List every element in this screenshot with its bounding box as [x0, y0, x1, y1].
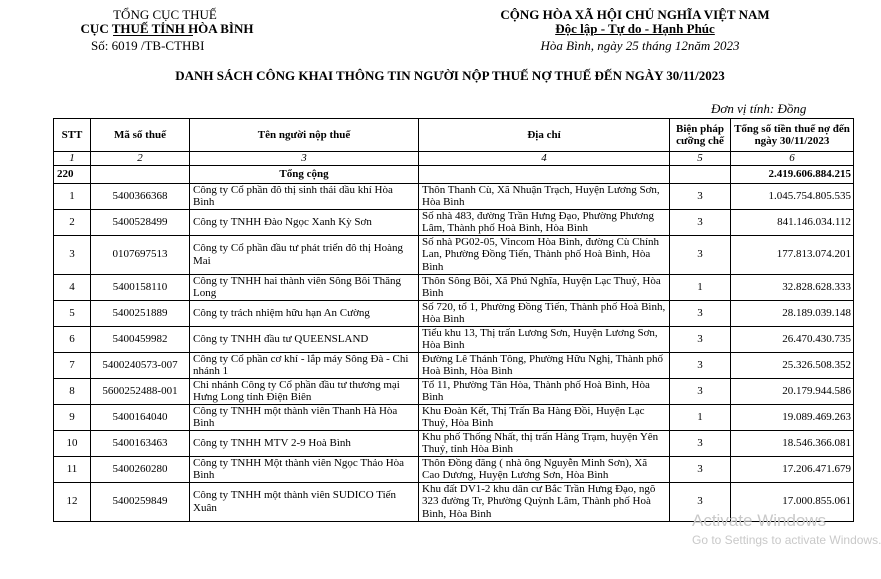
row-measure: 3: [670, 482, 731, 521]
row-name: Chi nhánh Công ty Cổ phần đầu tư thương mại Hưng Long tỉnh Điện Biên: [190, 378, 419, 404]
row-measure: 1: [670, 404, 731, 430]
row-amount: 18.546.366.081: [731, 430, 854, 456]
row-amount: 28.189.039.148: [731, 300, 854, 326]
table-row: [54, 274, 854, 300]
table-row: [54, 300, 854, 326]
row-address: Thôn Đồng đăng ( nhà ông Nguyễn Minh Sơn), Xã Cao Dương, Huyện Lương Sơn, Hòa Bình: [419, 456, 670, 482]
row-tax-code: 5400163463: [91, 430, 190, 456]
row-name: Công ty TNHH hai thành viên Sông Bôi Thăng Long: [190, 274, 419, 300]
index-cell: 4: [419, 152, 670, 166]
row-amount: 17.206.471.679: [731, 456, 854, 482]
row-stt: 7: [54, 352, 91, 378]
row-stt: 1: [54, 183, 91, 209]
row-measure: 3: [670, 235, 731, 274]
index-cell: 6: [731, 152, 854, 166]
total-amount: 2.419.606.884.215: [731, 165, 854, 183]
table-row: [54, 404, 854, 430]
row-tax-code: 5400528499: [91, 209, 190, 235]
row-address: Số 720, tổ 1, Phường Đồng Tiến, Thành phố Hoà Bình, Hòa Bình: [419, 300, 670, 326]
empty-cell: [91, 165, 190, 183]
row-amount: 17.000.855.061: [731, 482, 854, 521]
empty-cell: [419, 165, 670, 183]
row-name: Công ty Cổ phần đầu tư phát triển đô thị Hoàng Mai: [190, 235, 419, 274]
row-address: Khu đất DV1-2 khu dân cư Bắc Trần Hưng Đạo, ngõ 323 đường Tr, Phường Quỳnh Lâm, Thành phố Hoà Bình, Hòa Bình: [419, 482, 670, 521]
row-address: Thôn Thanh Cù, Xã Nhuận Trạch, Huyện Lương Sơn, Hòa Bình: [419, 183, 670, 209]
row-stt: 8: [54, 378, 91, 404]
row-address: Đường Lê Thánh Tông, Phường Hữu Nghị, Thành phố Hoà Bình, Hòa Bình: [419, 352, 670, 378]
agency-underline: [113, 35, 193, 36]
row-amount: 19.089.469.263: [731, 404, 854, 430]
row-stt: 4: [54, 274, 91, 300]
document-number: Số: 6019 /TB-CTHBI: [91, 38, 205, 53]
row-tax-code: 5400366368: [91, 183, 190, 209]
row-stt: 3: [54, 235, 91, 274]
col-header-amount: Tổng số tiền thuế nợ đến ngày 30/11/2023: [731, 119, 854, 152]
column-index-row: [54, 152, 854, 166]
row-name: Công ty TNHH đầu tư QUEENSLAND: [190, 326, 419, 352]
row-stt: 9: [54, 404, 91, 430]
table-row: [54, 378, 854, 404]
activate-windows-subtitle: Go to Settings to activate Windows.: [692, 533, 881, 547]
row-address: Tổ 11, Phường Tân Hòa, Thành phố Hoà Bình, Hòa Bình: [419, 378, 670, 404]
row-stt: 12: [54, 482, 91, 521]
col-header-stt: STT: [54, 119, 91, 152]
total-label: Tổng cộng: [190, 165, 419, 183]
row-amount: 1.045.754.805.535: [731, 183, 854, 209]
row-tax-code: 5400164040: [91, 404, 190, 430]
activate-windows-title: Activate Windows: [692, 511, 827, 530]
row-address: Thôn Sông Bôi, Xã Phú Nghĩa, Huyện Lạc Thuỷ, Hòa Bình: [419, 274, 670, 300]
row-measure: 1: [670, 274, 731, 300]
agency-name: CỤC THUẾ TỈNH HÒA BÌNH: [80, 21, 254, 36]
table-row: [54, 352, 854, 378]
row-tax-code: 5400459982: [91, 326, 190, 352]
index-cell: 3: [190, 152, 419, 166]
row-tax-code: 5400259849: [91, 482, 190, 521]
debtor-table: [53, 118, 854, 522]
row-tax-code: 5400251889: [91, 300, 190, 326]
row-stt: 6: [54, 326, 91, 352]
header-row: [54, 119, 854, 152]
row-amount: 32.828.628.333: [731, 274, 854, 300]
row-name: Công ty Cổ phần đô thị sinh thái dầu khí Hòa Bình: [190, 183, 419, 209]
index-cell: 5: [670, 152, 731, 166]
index-cell: 1: [54, 152, 91, 166]
row-tax-code: 5400158110: [91, 274, 190, 300]
row-measure: 3: [670, 430, 731, 456]
row-name: Công ty TNHH MTV 2-9 Hoà Bình: [190, 430, 419, 456]
row-name: Công ty Cổ phần cơ khí - lắp máy Sông Đà - Chi nhánh 1: [190, 352, 419, 378]
row-name: Công ty TNHH Một thành viên Ngọc Thảo Hòa Bình: [190, 456, 419, 482]
row-address: Số nhà 483, đường Trần Hưng Đạo, Phường Phương Lâm, Thành phố Hoà Bình, Hòa Bình: [419, 209, 670, 235]
row-amount: 177.813.074.201: [731, 235, 854, 274]
row-measure: 3: [670, 352, 731, 378]
table-row: [54, 430, 854, 456]
row-amount: 841.146.034.112: [731, 209, 854, 235]
table-row: [54, 183, 854, 209]
issue-date: Hòa Bình, ngày 25 tháng 12năm 2023: [540, 38, 740, 53]
agency-top: TỔNG CỤC THUẾ: [113, 7, 217, 22]
row-measure: 3: [670, 326, 731, 352]
row-name: Công ty TNHH Đào Ngọc Xanh Kỳ Sơn: [190, 209, 419, 235]
total-row: [54, 165, 854, 183]
row-measure: 3: [670, 456, 731, 482]
total-count: 220: [54, 165, 91, 183]
unit-label: Đơn vị tính: Đồng: [711, 101, 807, 116]
table-row: [54, 235, 854, 274]
row-address: Khu phố Thống Nhất, thị trấn Hàng Trạm, huyện Yên Thuỷ, tỉnh Hòa Bình: [419, 430, 670, 456]
row-address: Khu Đoàn Kết, Thị Trấn Ba Hàng Đồi, Huyện Lạc Thuỷ, Hòa Bình: [419, 404, 670, 430]
row-measure: 3: [670, 300, 731, 326]
table-row: [54, 456, 854, 482]
row-measure: 3: [670, 183, 731, 209]
row-measure: 3: [670, 378, 731, 404]
row-name: Công ty TNHH một thành viên SUDICO Tiến Xuân: [190, 482, 419, 521]
row-stt: 10: [54, 430, 91, 456]
row-amount: 25.326.508.352: [731, 352, 854, 378]
row-stt: 11: [54, 456, 91, 482]
col-header-name: Tên người nộp thuế: [190, 119, 419, 152]
row-tax-code: 5400240573-007: [91, 352, 190, 378]
national-motto: Độc lập - Tự do - Hạnh Phúc: [555, 21, 715, 36]
table-row: [54, 209, 854, 235]
empty-cell: [670, 165, 731, 183]
row-tax-code: 0107697513: [91, 235, 190, 274]
row-measure: 3: [670, 209, 731, 235]
row-address: Tiểu khu 13, Thị trấn Lương Sơn, Huyện Lương Sơn, Hòa Bình: [419, 326, 670, 352]
row-amount: 20.179.944.586: [731, 378, 854, 404]
row-stt: 5: [54, 300, 91, 326]
col-header-address: Địa chỉ: [419, 119, 670, 152]
col-header-tax-code: Mã số thuế: [91, 119, 190, 152]
table-row: [54, 326, 854, 352]
col-header-measure: Biện pháp cưỡng chế: [670, 119, 731, 152]
row-tax-code: 5400260280: [91, 456, 190, 482]
row-amount: 26.470.430.735: [731, 326, 854, 352]
row-stt: 2: [54, 209, 91, 235]
document-title: DANH SÁCH CÔNG KHAI THÔNG TIN NGƯỜI NỘP THUẾ NỢ THUẾ ĐẾN NGÀY 30/11/2023: [175, 68, 725, 83]
row-address: Số nhà PG02-05, Vincom Hòa Bình, đường Cù Chính Lan, Phường Đồng Tiến, Thành phố Hoà Bình, Hòa Bình: [419, 235, 670, 274]
row-name: Công ty trách nhiệm hữu hạn An Cường: [190, 300, 419, 326]
row-tax-code: 5600252488-001: [91, 378, 190, 404]
index-cell: 2: [91, 152, 190, 166]
republic-title: CỘNG HÒA XÃ HỘI CHỦ NGHĨA VIỆT NAM: [500, 7, 770, 22]
row-name: Công ty TNHH một thành viên Thanh Hà Hòa Bình: [190, 404, 419, 430]
